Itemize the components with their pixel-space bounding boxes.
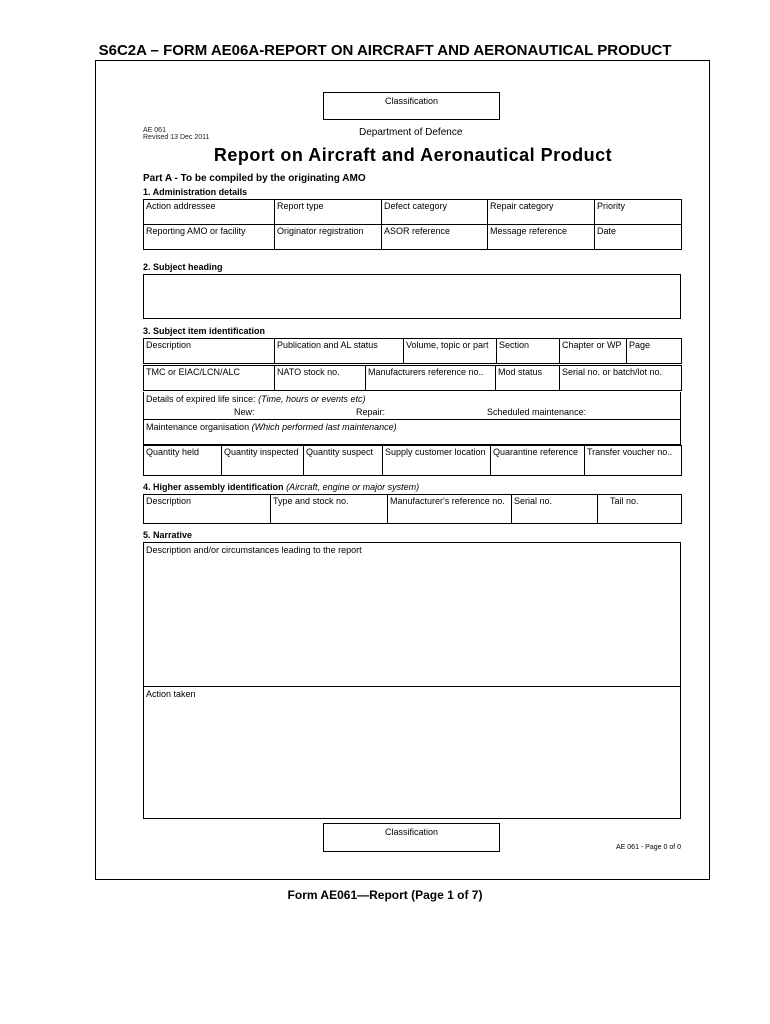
nato-stock-field[interactable]: NATO stock no. bbox=[275, 366, 366, 391]
section4-title-text: 4. Higher assembly identification bbox=[143, 482, 284, 492]
subject-item-table-row2 bbox=[143, 365, 682, 391]
originator-registration-field[interactable]: Originator registration bbox=[275, 225, 382, 250]
classification-label-bottom: Classification bbox=[384, 827, 439, 837]
expired-life-hint: (Time, hours or events etc) bbox=[258, 394, 366, 404]
maintenance-org-hint: (Which performed last maintenance) bbox=[251, 422, 397, 432]
priority-field[interactable]: Priority bbox=[595, 200, 682, 225]
assembly-description-field[interactable]: Description bbox=[144, 495, 271, 524]
department-name: Department of Defence bbox=[359, 127, 463, 138]
type-stock-field[interactable]: Type and stock no. bbox=[271, 495, 388, 524]
action-addressee-field[interactable]: Action addressee bbox=[144, 200, 275, 225]
page-heading: S6C2A – FORM AE06A-REPORT ON AIRCRAFT AND AERONAUTICAL PRODUCT bbox=[98, 42, 672, 59]
maintenance-org-text: Maintenance organisation bbox=[146, 422, 250, 432]
form-footer: Form AE061—Report (Page 1 of 7) bbox=[287, 888, 483, 902]
section3-title: 3. Subject item identification bbox=[143, 326, 266, 336]
subject-item-table-row1 bbox=[143, 338, 682, 364]
expired-life-field[interactable] bbox=[143, 392, 681, 419]
serial-batch-field[interactable]: Serial no. or batch/lot no. bbox=[560, 366, 682, 391]
section1-title: 1. Administration details bbox=[143, 187, 248, 197]
maintenance-org-label bbox=[146, 422, 397, 432]
quantity-suspect-field[interactable]: Quantity suspect bbox=[304, 446, 383, 476]
action-taken-label: Action taken bbox=[146, 689, 196, 699]
part-a-heading: Part A - To be compiled by the originating AMO bbox=[143, 173, 366, 184]
action-taken-field[interactable] bbox=[143, 686, 681, 819]
scheduled-maintenance-label: Scheduled maintenance: bbox=[487, 407, 587, 417]
supply-customer-location-field[interactable]: Supply customer location bbox=[383, 446, 491, 476]
page-reference: AE 061 - Page 0 of 0 bbox=[616, 844, 681, 851]
assembly-serial-field[interactable]: Serial no. bbox=[512, 495, 598, 524]
section5-title: 5. Narrative bbox=[143, 530, 193, 540]
date-field[interactable]: Date bbox=[595, 225, 682, 250]
quantity-inspected-field[interactable]: Quantity inspected bbox=[222, 446, 304, 476]
narrative-description-field[interactable] bbox=[143, 542, 681, 687]
page-field[interactable]: Page bbox=[627, 339, 682, 364]
section4-hint: (Aircraft, engine or major system) bbox=[286, 482, 420, 492]
form-code: AE 061 bbox=[143, 127, 166, 134]
manufacturers-reference-field[interactable]: Manufacturers reference no.. bbox=[366, 366, 496, 391]
subject-heading-field[interactable] bbox=[143, 274, 681, 319]
expired-life-label bbox=[146, 394, 366, 404]
section4-title bbox=[143, 482, 419, 492]
item-description-field[interactable]: Description bbox=[144, 339, 275, 364]
quantity-table bbox=[143, 445, 682, 476]
quarantine-reference-field[interactable]: Quarantine reference bbox=[491, 446, 585, 476]
narrative-description-label: Description and/or circumstances leading to the report bbox=[146, 545, 362, 555]
repair-category-field[interactable]: Repair category bbox=[488, 200, 595, 225]
report-type-field[interactable]: Report type bbox=[275, 200, 382, 225]
tmc-field[interactable]: TMC or EIAC/LCN/ALC bbox=[144, 366, 275, 391]
quantity-held-field[interactable]: Quantity held bbox=[144, 446, 222, 476]
classification-box-top[interactable] bbox=[323, 92, 500, 120]
asor-reference-field[interactable]: ASOR reference bbox=[382, 225, 488, 250]
assembly-manufacturer-reference-field[interactable]: Manufacturer's reference no. bbox=[388, 495, 512, 524]
revised-date: Revised 13 Dec 2011 bbox=[143, 134, 210, 141]
expired-life-text: Details of expired life since: bbox=[146, 394, 256, 404]
section2-title: 2. Subject heading bbox=[143, 262, 223, 272]
mod-status-field[interactable]: Mod status bbox=[496, 366, 560, 391]
classification-box-bottom[interactable] bbox=[323, 823, 500, 852]
maintenance-org-field[interactable] bbox=[143, 419, 681, 445]
section-field[interactable]: Section bbox=[497, 339, 560, 364]
administration-table bbox=[143, 199, 682, 250]
defect-category-field[interactable]: Defect category bbox=[382, 200, 488, 225]
chapter-field[interactable]: Chapter or WP bbox=[560, 339, 627, 364]
tail-no-field[interactable]: Tail no. bbox=[598, 495, 682, 524]
classification-label: Classification bbox=[384, 96, 439, 106]
report-title: Report on Aircraft and Aeronautical Product bbox=[213, 145, 613, 165]
publication-status-field[interactable]: Publication and AL status bbox=[275, 339, 404, 364]
message-reference-field[interactable]: Message reference bbox=[488, 225, 595, 250]
transfer-voucher-field[interactable]: Transfer voucher no.. bbox=[585, 446, 682, 476]
higher-assembly-table bbox=[143, 494, 682, 524]
repair-label: Repair: bbox=[356, 407, 386, 417]
new-label: New: bbox=[234, 407, 255, 417]
volume-topic-field[interactable]: Volume, topic or part bbox=[404, 339, 497, 364]
reporting-amo-field[interactable]: Reporting AMO or facility bbox=[144, 225, 275, 250]
